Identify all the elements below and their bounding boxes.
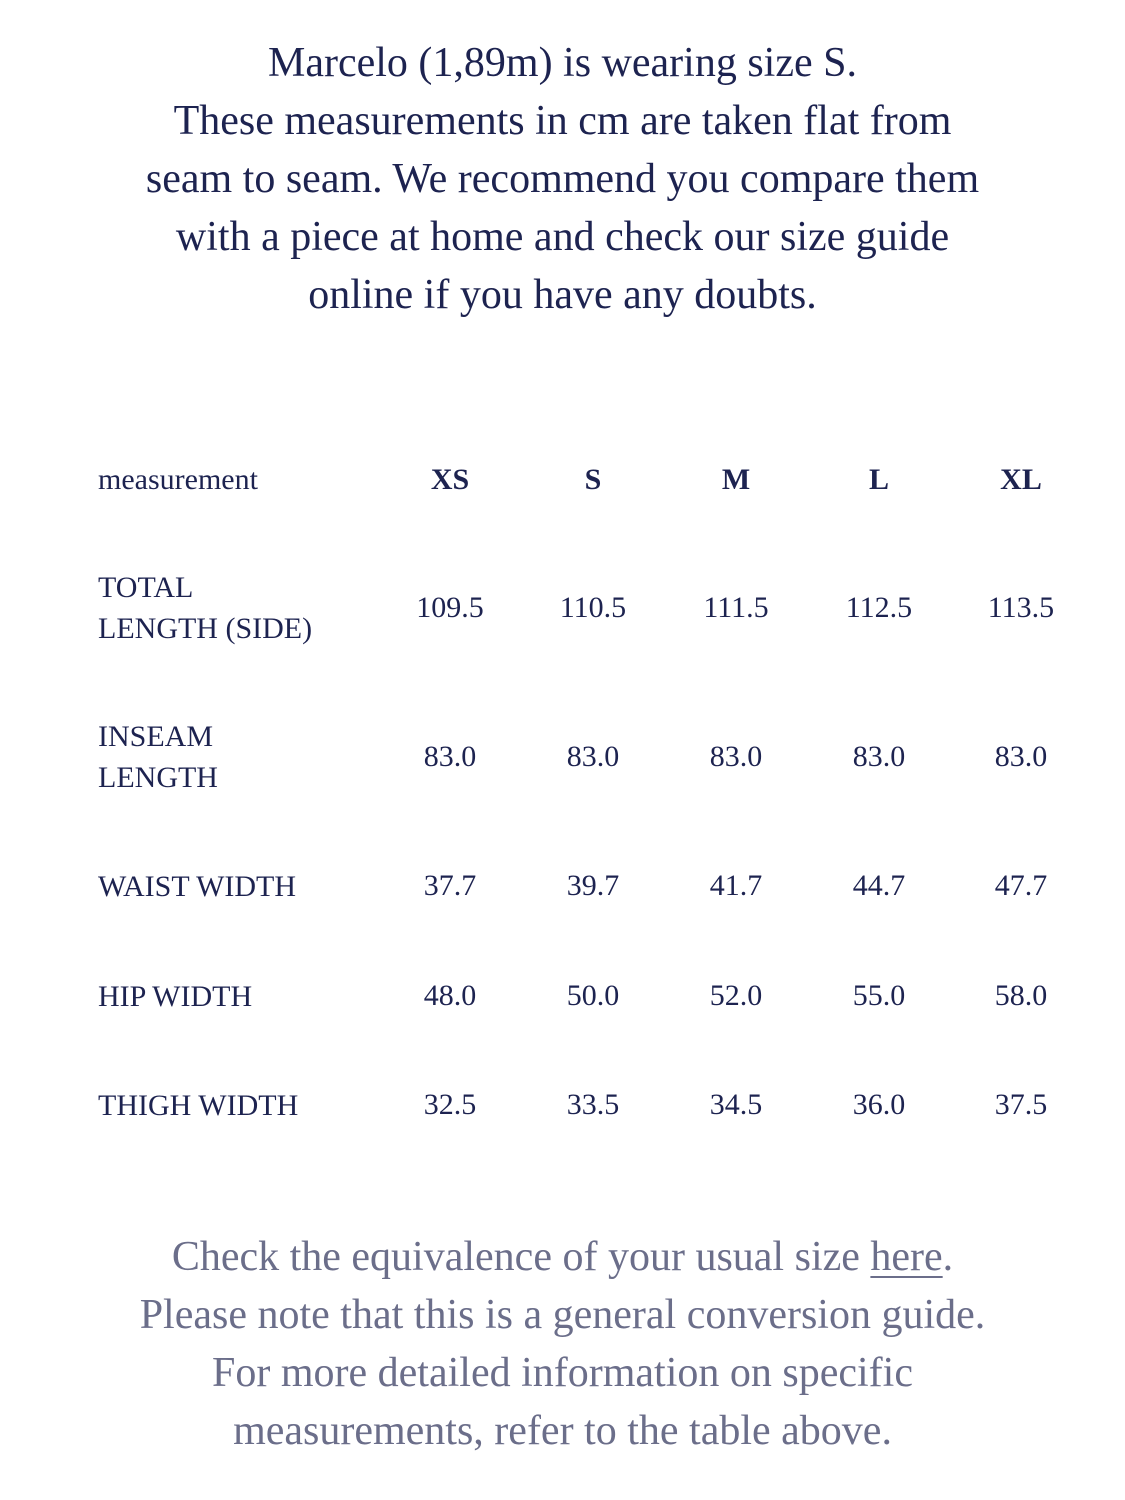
row-label-line: LENGTH — [98, 761, 218, 794]
table-header-measurement: measurement — [98, 463, 258, 496]
table-cell: 36.0 — [852, 1088, 906, 1121]
footer-line — [0, 1228, 1125, 1286]
table-cell: 33.5 — [566, 1088, 620, 1121]
row-label-line: LENGTH (SIDE) — [98, 612, 313, 645]
footer-line: For more detailed information on specific — [212, 1350, 913, 1396]
intro-line: online if you have any doubts. — [308, 272, 817, 318]
table-cell: 83.0 — [566, 740, 620, 773]
intro-line: seam to seam. We recommend you compare them — [145, 156, 980, 202]
table-cell: 50.0 — [566, 979, 620, 1012]
table-cell: 48.0 — [423, 979, 477, 1012]
footer-line-suffix: . — [942, 1234, 954, 1280]
table-cell: 55.0 — [852, 979, 906, 1012]
table-cell: 110.5 — [559, 591, 627, 624]
size-header-xl: XL — [1000, 463, 1042, 496]
size-header-xs: XS — [430, 463, 470, 496]
row-label-waist-width — [98, 866, 296, 907]
row-label-inseam-length — [98, 716, 218, 798]
table-cell: 32.5 — [423, 1088, 477, 1121]
footer-line: Please note that this is a general conversion guide. — [139, 1292, 986, 1338]
table-cell: 37.7 — [423, 869, 477, 902]
table-cell: 109.5 — [416, 591, 484, 624]
size-equivalence-link[interactable]: here — [870, 1234, 943, 1280]
table-cell: 112.5 — [845, 591, 913, 624]
intro-line: These measurements in cm are taken flat from — [173, 98, 952, 144]
row-label-line: WAIST WIDTH — [98, 870, 297, 903]
table-cell: 83.0 — [852, 740, 906, 773]
table-cell: 83.0 — [423, 740, 477, 773]
table-cell: 83.0 — [709, 740, 763, 773]
intro-line: Marcelo (1,89m) is wearing size S. — [267, 40, 857, 86]
size-header-m: M — [721, 463, 751, 496]
table-cell: 39.7 — [566, 869, 620, 902]
row-label-line: HIP WIDTH — [98, 980, 253, 1013]
size-header-s: S — [584, 463, 602, 496]
table-cell: 41.7 — [709, 869, 763, 902]
table-cell: 111.5 — [703, 591, 769, 624]
footer-line: measurements, refer to the table above. — [233, 1408, 892, 1454]
row-label-line: TOTAL — [98, 571, 194, 604]
table-cell: 37.5 — [994, 1088, 1048, 1121]
intro-line: with a piece at home and check our size guide — [175, 214, 950, 260]
row-label-line: INSEAM — [98, 720, 214, 753]
table-cell: 52.0 — [709, 979, 763, 1012]
table-cell: 44.7 — [852, 869, 906, 902]
table-cell: 58.0 — [994, 979, 1048, 1012]
row-label-thigh-width — [98, 1085, 298, 1126]
size-header-l: L — [868, 463, 889, 496]
row-label-hip-width — [98, 976, 252, 1017]
footer-line-prefix: Check the equivalence of your usual size — [171, 1234, 871, 1280]
table-cell: 83.0 — [994, 740, 1048, 773]
table-cell: 47.7 — [994, 869, 1048, 902]
row-label-line: THIGH WIDTH — [98, 1089, 299, 1122]
size-equivalence-note — [0, 1228, 1125, 1460]
table-cell: 113.5 — [987, 591, 1055, 624]
table-cell: 34.5 — [709, 1088, 763, 1121]
row-label-total-length — [98, 567, 312, 649]
